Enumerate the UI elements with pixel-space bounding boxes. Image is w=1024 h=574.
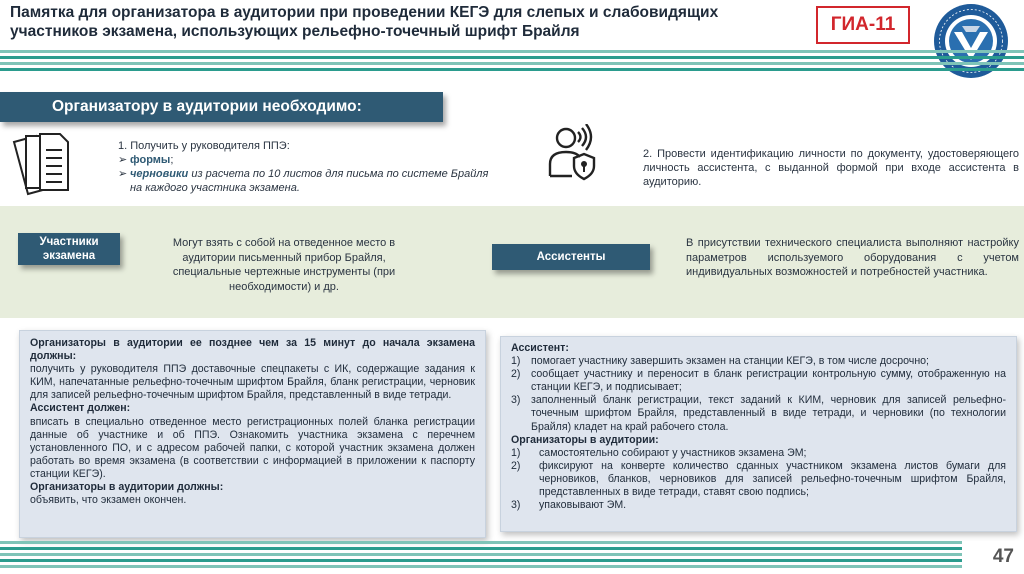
arrow-bullet-icon: ➢ bbox=[118, 154, 128, 166]
person-identification-icon bbox=[546, 124, 604, 182]
list-item bbox=[511, 368, 1006, 394]
list-text: упаковывают ЭМ. bbox=[539, 499, 627, 512]
box-paragraph: вписать в специально отведенное место регистрационных полей бланка регистрации данные об участнике и об ППЭ. Ознакомить участника экзамена с перечнем установленного ПО, и с адресом рабочей папки, с которой участник экзамена должен работать во время экзамена (в соответствии с информацией в приложении к паспорту станции КЕГЭ). bbox=[30, 415, 475, 480]
list-item bbox=[511, 447, 1006, 460]
header-stripes bbox=[0, 50, 1024, 74]
box-paragraph: объявить, что экзамен окончен. bbox=[30, 494, 187, 507]
box-heading: Ассистент: bbox=[511, 342, 569, 354]
box-heading: Организаторы в аудитории: bbox=[511, 433, 659, 446]
list-text: самостоятельно собирают у участников экзамена ЭМ; bbox=[539, 446, 807, 459]
box-heading: Ассистент должен: bbox=[30, 402, 131, 415]
footer-stripes bbox=[0, 541, 1024, 571]
list-number: 3) bbox=[511, 499, 521, 512]
list-text: фиксируют на конверте количество сданных участником экзамена листов бумаги для черновиков, бланков, черновиков для записей рельефно-точечным шрифтом Брайля, представленных в виде тетради, ставят свою подпись; bbox=[539, 459, 1006, 499]
list-item bbox=[511, 394, 1006, 433]
participants-text: Могут взять с собой на отведенное место в аудитории письменный прибор Брайля, специальные чертежные инструменты (при необходимости) и др. bbox=[172, 237, 396, 293]
step1-item-bold: черновики bbox=[130, 168, 189, 180]
list-item bbox=[511, 355, 1006, 368]
step1-item-bold: формы bbox=[130, 154, 171, 166]
assistants-text: В присутствии технического специалиста выполняют настройку параметров используемого оборудования с учетом индивидуальных возможностей и потребностей участника. bbox=[686, 237, 1019, 278]
section-banner: Организатору в аудитории необходимо: bbox=[0, 92, 443, 122]
arrow-bullet-icon: ➢ bbox=[118, 168, 128, 180]
list-text: сообщает участнику и переносит в бланк регистрации контрольную сумму, отображенную на станции КЕГЭ, и подписывает; bbox=[531, 368, 1006, 394]
participants-tag: Участники экзамена bbox=[18, 233, 120, 265]
page-title: Памятка для организатора в аудитории при проведении КЕГЭ для слепых и слабовидящих участников экзамена, использующих рельефно-точечный шрифт Брайля bbox=[10, 4, 719, 40]
assistant-and-organizers-box bbox=[500, 336, 1017, 532]
documents-icon bbox=[10, 132, 76, 198]
box-paragraph: получить у руководителя ППЭ доставочные спецпакеты с ИК, содержащие задания к КИМ, напечатанные рельефно-точечным шрифтом Брайля, бланк регистрации, черновик для записей рельефно-точечным шрифтом Брайля, представленный в виде тетради. bbox=[30, 363, 475, 402]
list-item bbox=[511, 499, 1006, 512]
list-number: 2) bbox=[511, 368, 521, 381]
step1-text bbox=[118, 139, 498, 195]
step2-text: 2. Провести идентификацию личности по документу, удостоверяющего личность ассистента, с выданной формой при входе ассистента в аудиторию. bbox=[643, 148, 1019, 188]
step1-item-forms bbox=[118, 153, 498, 167]
gia-badge: ГИА-11 bbox=[816, 6, 910, 44]
organizers-before-exam-box bbox=[19, 330, 486, 538]
list-number: 3) bbox=[511, 394, 521, 407]
box-heading: Организаторы в аудитории должны: bbox=[30, 481, 224, 494]
list-text: помогает участнику завершить экзамен на станции КЕГЭ, в том числе досрочно; bbox=[531, 355, 930, 368]
list-number: 1) bbox=[511, 355, 521, 368]
list-number: 2) bbox=[511, 459, 521, 472]
page-number: 47 bbox=[992, 546, 1014, 567]
step1-heading: 1. Получить у руководителя ППЭ: bbox=[118, 140, 290, 152]
list-text: заполненный бланк регистрации, текст заданий к КИМ, черновик для записей рельефно-точечным шрифтом Брайля, представленный в виде тетради, и черновики (по технологии Брайля) кладет на край рабочего стола. bbox=[531, 394, 1006, 433]
list-number: 1) bbox=[511, 446, 521, 459]
step1-item-rest: ; bbox=[170, 154, 174, 166]
box-heading: Организаторы в аудитории ее позднее чем за 15 минут до начала экзамена должны: bbox=[30, 337, 475, 363]
list-item bbox=[511, 460, 1006, 499]
step1-item-drafts bbox=[118, 167, 498, 195]
step1-item-rest: из расчета по 10 листов для письма по системе Брайля на каждого участника экзамена. bbox=[130, 168, 489, 194]
assistants-tag: Ассистенты bbox=[492, 244, 650, 270]
